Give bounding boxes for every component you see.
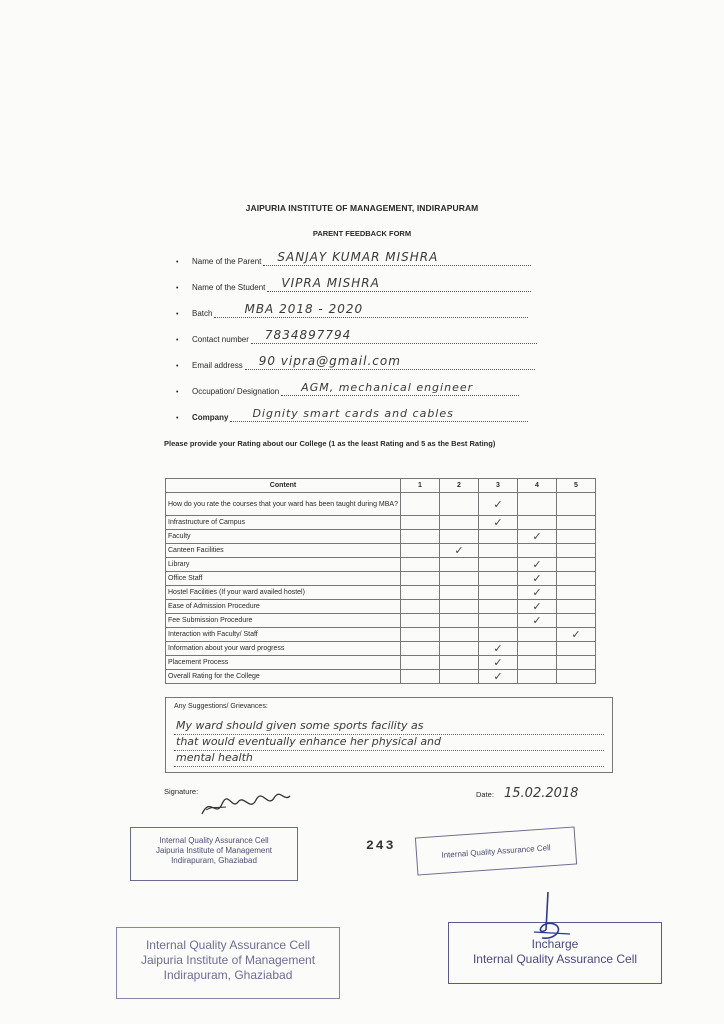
form-title: PARENT FEEDBACK FORM [312, 229, 412, 238]
field-email [176, 354, 535, 370]
suggestions-box [165, 697, 613, 773]
check-mark-icon: ✓ [532, 615, 542, 627]
rating-cell-4 [518, 530, 557, 544]
field-line [245, 354, 535, 370]
incharge-signature-icon [526, 890, 576, 946]
table-row [166, 656, 596, 670]
table-row [166, 530, 596, 544]
field-label: Company [192, 413, 229, 422]
suggestion-line: mental health [174, 751, 604, 767]
rating-cell-3 [479, 544, 518, 558]
header-rating-2: 2 [440, 479, 479, 493]
rating-table-body [166, 493, 596, 684]
field-line [267, 276, 531, 292]
field-label: Name of the Parent [192, 257, 262, 266]
rating-cell-5 [557, 572, 596, 586]
iqac-stamp-small-right [415, 826, 577, 875]
stamp-line: Internal Quality Assurance Cell [472, 952, 638, 966]
check-mark-icon: ✓ [493, 657, 503, 669]
field-parent-name [176, 250, 531, 266]
rating-cell-2 [440, 670, 479, 684]
rating-cell-3 [479, 614, 518, 628]
rating-question: Faculty [166, 530, 401, 544]
iqac-stamp-small-left [130, 827, 298, 881]
rating-cell-3 [479, 493, 518, 516]
bullet-icon: • [176, 285, 179, 292]
table-row [166, 544, 596, 558]
field-line [263, 250, 531, 266]
rating-cell-2 [440, 544, 479, 558]
rating-cell-2 [440, 530, 479, 544]
check-mark-icon: ✓ [532, 601, 542, 613]
check-mark-icon: ✓ [493, 517, 503, 529]
rating-cell-2 [440, 516, 479, 530]
rating-cell-1 [401, 628, 440, 642]
rating-cell-2 [440, 614, 479, 628]
suggestion-line: My ward should given some sports facility as [174, 719, 604, 735]
check-mark-icon: ✓ [532, 559, 542, 571]
rating-cell-4 [518, 572, 557, 586]
check-mark-icon: ✓ [532, 531, 542, 543]
table-row [166, 586, 596, 600]
field-company [176, 406, 528, 422]
table-row [166, 642, 596, 656]
bullet-icon: • [176, 311, 179, 318]
rating-cell-2 [440, 642, 479, 656]
rating-cell-1 [401, 493, 440, 516]
signature-scribble-icon [196, 788, 296, 820]
field-line [281, 381, 519, 396]
rating-cell-5 [557, 544, 596, 558]
field-line [251, 328, 537, 344]
rating-cell-1 [401, 558, 440, 572]
date-label: Date: [476, 790, 494, 799]
field-student-name [176, 276, 531, 292]
rating-cell-1 [401, 600, 440, 614]
check-mark-icon: ✓ [493, 498, 503, 511]
table-row [166, 600, 596, 614]
date-value: 15.02.2018 [504, 786, 579, 801]
rating-cell-2 [440, 628, 479, 642]
rating-cell-1 [401, 670, 440, 684]
rating-cell-3 [479, 642, 518, 656]
suggestions-label: Any Suggestions/ Grievances: [174, 703, 268, 710]
rating-table [165, 478, 596, 684]
rating-cell-3 [479, 530, 518, 544]
field-value: VIPRA MISHRA [281, 276, 380, 290]
suggestion-line: that would eventually enhance her physical and [174, 735, 604, 751]
rating-question: Interaction with Faculty/ Staff [166, 628, 401, 642]
rating-cell-2 [440, 493, 479, 516]
rating-cell-4 [518, 670, 557, 684]
rating-cell-5 [557, 600, 596, 614]
signature-label: Signature: [164, 787, 199, 796]
rating-cell-2 [440, 600, 479, 614]
rating-cell-5 [557, 586, 596, 600]
stamp-line: Internal Quality Assurance Cell [159, 836, 269, 845]
rating-cell-5 [557, 614, 596, 628]
check-mark-icon: ✓ [532, 587, 542, 599]
rating-cell-5 [557, 656, 596, 670]
rating-cell-5 [557, 558, 596, 572]
stamp-line: Internal Quality Assurance Cell [145, 938, 311, 952]
field-batch [176, 302, 528, 318]
header-rating-5: 5 [557, 479, 596, 493]
rating-cell-1 [401, 530, 440, 544]
iqac-stamp-large-left [116, 927, 340, 999]
rating-cell-2 [440, 656, 479, 670]
rating-question: Information about your ward progress [166, 642, 401, 656]
rating-cell-4 [518, 586, 557, 600]
bullet-icon: • [176, 415, 179, 422]
rating-cell-5 [557, 628, 596, 642]
stamp-line: Indirapuram, Ghaziabad [163, 968, 293, 982]
check-mark-icon: ✓ [493, 671, 503, 683]
page-number: 243 [366, 838, 396, 853]
rating-cell-3 [479, 670, 518, 684]
table-row [166, 614, 596, 628]
rating-cell-4 [518, 493, 557, 516]
rating-cell-5 [557, 493, 596, 516]
rating-cell-1 [401, 656, 440, 670]
field-label: Occupation/ Designation [192, 387, 280, 396]
field-contact [176, 328, 537, 344]
table-row [166, 670, 596, 684]
rating-cell-5 [557, 516, 596, 530]
rating-question: Canteen Facilities [166, 544, 401, 558]
rating-cell-5 [557, 642, 596, 656]
rating-cell-3 [479, 572, 518, 586]
check-mark-icon: ✓ [532, 573, 542, 585]
rating-cell-3 [479, 558, 518, 572]
header-content: Content [166, 479, 401, 493]
table-row [166, 572, 596, 586]
rating-cell-4 [518, 600, 557, 614]
field-line [230, 407, 528, 422]
rating-cell-1 [401, 516, 440, 530]
rating-question: Placement Process [166, 656, 401, 670]
field-label: Email address [192, 361, 243, 370]
rating-cell-3 [479, 628, 518, 642]
field-label: Batch [192, 309, 213, 318]
rating-cell-2 [440, 586, 479, 600]
table-row [166, 558, 596, 572]
header-rating-1: 1 [401, 479, 440, 493]
rating-question: Office Staff [166, 572, 401, 586]
rating-cell-3 [479, 656, 518, 670]
bullet-icon: • [176, 337, 179, 344]
rating-cell-5 [557, 670, 596, 684]
rating-cell-4 [518, 628, 557, 642]
rating-cell-4 [518, 544, 557, 558]
rating-cell-4 [518, 516, 557, 530]
rating-cell-1 [401, 642, 440, 656]
field-value: Dignity smart cards and cables [252, 407, 454, 420]
field-label: Contact number [192, 335, 249, 344]
table-row [166, 493, 596, 516]
rating-cell-4 [518, 642, 557, 656]
stamp-line: Indirapuram, Ghaziabad [171, 856, 257, 865]
rating-question: Library [166, 558, 401, 572]
rating-question: Infrastructure of Campus [166, 516, 401, 530]
rating-cell-2 [440, 572, 479, 586]
signature [196, 788, 296, 825]
check-mark-icon: ✓ [571, 629, 581, 641]
header-rating-4: 4 [518, 479, 557, 493]
bullet-icon: • [176, 389, 179, 396]
field-value: MBA 2018 - 2020 [244, 302, 364, 316]
check-mark-icon: ✓ [454, 545, 464, 557]
stamp-line: Incharge [531, 937, 579, 951]
bullet-icon: • [176, 363, 179, 370]
field-value: 90 vipra@gmail.com [258, 354, 401, 368]
rating-cell-4 [518, 558, 557, 572]
rating-question: Hostel Facilities (If your ward availed hostel) [166, 586, 401, 600]
rating-cell-3 [479, 600, 518, 614]
field-occupation [176, 380, 519, 396]
rating-question: How do you rate the courses that your ward has been taught during MBA? [166, 493, 401, 516]
rating-cell-4 [518, 614, 557, 628]
rating-question: Ease of Admission Procedure [166, 600, 401, 614]
rating-cell-3 [479, 516, 518, 530]
rating-cell-1 [401, 572, 440, 586]
rating-cell-3 [479, 586, 518, 600]
rating-cell-1 [401, 544, 440, 558]
table-row [166, 628, 596, 642]
stamp-line: Jaipuria Institute of Management [140, 953, 316, 967]
field-line [214, 302, 528, 318]
rating-cell-4 [518, 656, 557, 670]
field-value: 7834897794 [264, 328, 352, 342]
field-label: Name of the Student [192, 283, 266, 292]
rating-instruction: Please provide your Rating about our College (1 as the least Rating and 5 as the Best Rating) [164, 439, 496, 448]
institute-heading: JAIPURIA INSTITUTE OF MANAGEMENT, INDIRAPURAM [245, 203, 479, 213]
field-value: SANJAY KUMAR MISHRA [277, 250, 439, 264]
check-mark-icon: ✓ [493, 643, 503, 655]
stamp-line: Internal Quality Assurance Cell [441, 843, 551, 860]
rating-cell-5 [557, 530, 596, 544]
rating-cell-2 [440, 558, 479, 572]
field-value: AGM, mechanical engineer [301, 381, 474, 394]
rating-cell-1 [401, 586, 440, 600]
bullet-icon: • [176, 259, 179, 266]
rating-question: Fee Submission Procedure [166, 614, 401, 628]
stamp-line: Jaipuria Institute of Management [155, 846, 273, 855]
rating-question: Overall Rating for the College [166, 670, 401, 684]
rating-cell-1 [401, 614, 440, 628]
table-row [166, 516, 596, 530]
header-rating-3: 3 [479, 479, 518, 493]
